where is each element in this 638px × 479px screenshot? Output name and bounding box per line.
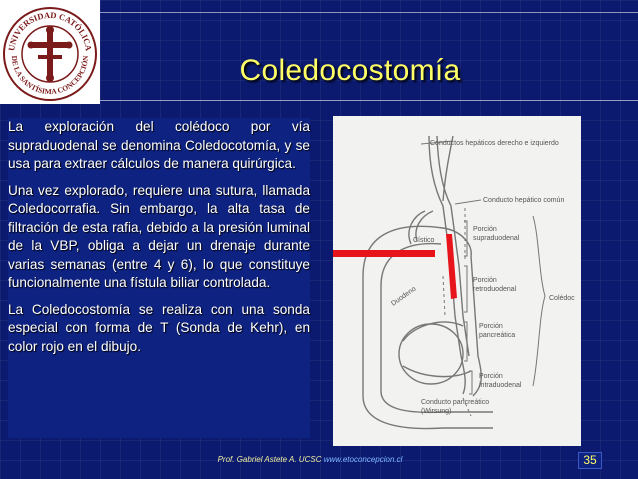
label-intraduodenal-1: Porción [479,373,503,380]
divider-line [100,12,638,13]
label-pancreatic-duct-1: Conducto pancreático [421,399,490,406]
cross-icon [28,26,73,82]
label-cystic: Cístico [413,237,435,244]
label-retroduodenal-2: retroduodenal [473,286,517,293]
label-supraduodenal-1: Porción [473,226,497,233]
slide-title: Coledocostomía [239,54,461,87]
label-intraduodenal-2: intraduodenal [479,382,522,389]
footer-author: Prof. Gabriel Astete A. UCSC [217,455,322,464]
page-number: 35 [578,452,602,469]
label-duodenum: Duodeno [390,285,418,308]
footer [180,455,440,464]
paragraph-coledocorrafia: Una vez explorado, requiere una sutura, llamada Coledocorrafia. Sin embargo, la alta tasa de filtración de esta rafia, debido a la presión luminal de la VBP, obliga a dejar un drenaje durante varias semanas (entre 4 y 6), lo que constituye funcionalmente una fístula biliar controlada. [8,182,310,290]
paragraph-coledocostomia: La Coledocostomía se realiza con una sonda especial con forma de T (Sonda de Kehr), en color rojo en el dibujo. [8,301,310,354]
bile-duct-diagram [333,116,581,446]
anatomy-figure [333,116,581,446]
footer-url-link[interactable]: www.etoconcepcion.cl [323,455,403,464]
seal-text-bottom: DE LA SANTÍSIMA CONCEPCIÓN [9,55,91,97]
text-panel [8,118,310,438]
label-pancreatic-duct-2: (Wirsung) [421,408,452,415]
university-logo [0,0,100,104]
label-common-hepatic: Conducto hepático común [483,197,565,204]
label-choledoch: Colédoc [549,295,575,302]
paragraph-coledocotomia: La exploración del colédoco por vía supraduodenal se denomina Coledocotomía, y se usa para extraer cálculos de manera quirúrgica. [8,119,310,171]
divider-line [100,100,638,101]
label-pancreatic-portion-2: pancreática [479,332,516,339]
label-supraduodenal-2: supraduodenal [473,235,520,242]
label-retroduodenal-1: Porción [473,277,497,284]
seal-text-top: UNIVERSIDAD CATÓLICA [6,9,94,52]
label-pancreatic-portion-1: Porción [479,323,503,330]
university-seal [0,0,100,104]
label-hepatic-ducts: Conductos hepáticos derecho e izquierdo [430,140,559,147]
